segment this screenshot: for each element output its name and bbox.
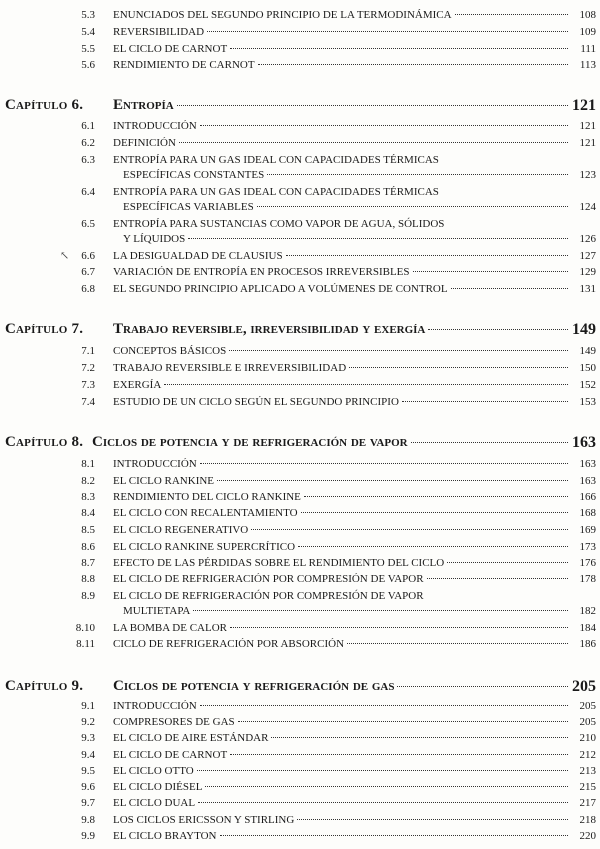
dot-leader [297,819,568,820]
entry-title: ENTROPÍA PARA UN GAS IDEAL CON CAPACIDADES TÉRMICAS [113,154,439,166]
dot-leader [207,31,568,32]
dot-leader [304,496,568,497]
chapter-page: 205 [572,678,596,695]
entry-title-continuation: ESPECÍFICAS VARIABLES [123,201,254,213]
entry-page: 218 [579,814,596,826]
entry-page: 215 [579,781,596,793]
entry-title: CICLO DE REFRIGERACIÓN POR ABSORCIÓN [113,638,345,650]
dot-leader [428,329,568,330]
entry-page: 108 [579,9,596,21]
dot-leader [164,384,568,385]
entry-title: EL CICLO REGENERATIVO [113,524,249,536]
entry-page: 217 [579,797,596,809]
dot-leader [251,529,568,530]
dot-leader [188,238,568,239]
dot-leader [455,14,568,15]
dot-leader [179,142,568,143]
chapter-page: 121 [572,97,596,114]
entry-number: 9.2 [81,716,95,728]
entry-number: 7.4 [81,396,95,408]
entry-title: EL CICLO BRAYTON [113,830,217,842]
entry-title: RENDIMIENTO DE CARNOT [113,59,255,71]
chapter-label: Capítulo 6. [5,97,84,113]
entry-title: ESTUDIO DE UN CICLO SEGÚN EL SEGUNDO PRINCIPIO [113,396,399,408]
dot-leader [200,705,568,706]
entry-number: 8.6 [81,541,95,553]
entry-number: 8.10 [75,622,95,634]
entry-title: COMPRESORES DE GAS [113,716,235,728]
chapter-title: Entropía [113,97,174,113]
entry-title: EL CICLO DE CARNOT [113,43,228,55]
entry-number: 9.5 [81,765,95,777]
dot-leader [427,578,568,579]
dot-leader [347,643,568,644]
chapter-label: Capítulo 8. [5,434,84,450]
dot-leader [200,125,568,126]
entry-page: 210 [579,732,596,744]
dot-leader [257,206,568,207]
entry-page: 168 [579,507,596,519]
entry-number: 9.1 [81,700,95,712]
dot-leader [205,786,568,787]
entry-number: 5.4 [81,26,95,38]
entry-page: 127 [579,250,596,262]
entry-page: 121 [579,120,596,132]
dot-leader [271,737,568,738]
dot-leader [230,627,568,628]
entry-number: 8.5 [81,524,95,536]
entry-number: 6.1 [81,120,95,132]
entry-title: EL CICLO CON RECALENTAMIENTO [113,507,298,519]
dot-leader [230,754,568,755]
entry-title-continuation: Y LÍQUIDOS [123,233,186,245]
entry-page: 152 [579,379,596,391]
entry-title: REVERSIBILIDAD [113,26,205,38]
entry-title: INTRODUCCIÓN [113,458,197,470]
chapter-title: Trabajo reversible, irreversibilidad y exergía [113,321,426,337]
entry-page: 205 [579,716,596,728]
entry-title: TRABAJO REVERSIBLE E IRREVERSIBILIDAD [113,362,347,374]
entry-page: 163 [579,458,596,470]
dot-leader [451,288,568,289]
entry-page: 212 [579,749,596,761]
entry-title-continuation: MULTIETAPA [123,605,191,617]
entry-page: 121 [579,137,596,149]
dot-leader [402,401,568,402]
entry-title: EFECTO DE LAS PÉRDIDAS SOBRE EL RENDIMIENTO DEL CICLO [113,557,445,569]
chapter-label: Capítulo 7. [5,321,84,337]
entry-page: 176 [579,557,596,569]
entry-title: LA BOMBA DE CALOR [113,622,227,634]
dot-leader [397,686,568,687]
entry-title: EL CICLO OTTO [113,765,194,777]
dot-leader [177,105,568,106]
chapter-title: Ciclos de potencia y de refrigeración de vapor [92,434,408,450]
dot-leader [238,721,568,722]
entry-number: 6.3 [81,154,95,166]
entry-title: LOS CICLOS ERICSSON Y STIRLING [113,814,295,826]
entry-title: ENTROPÍA PARA UN GAS IDEAL CON CAPACIDADES TÉRMICAS [113,186,439,198]
entry-title: ENTROPÍA PARA SUSTANCIAS COMO VAPOR DE AGUA, SÓLIDOS [113,218,445,230]
dot-leader [198,802,568,803]
entry-number: 6.6 [81,250,95,262]
chapter-page: 149 [572,321,596,338]
entry-number: 6.4 [81,186,95,198]
dot-leader [200,463,568,464]
entry-page: 205 [579,700,596,712]
entry-title: INTRODUCCIÓN [113,700,197,712]
entry-number: 9.8 [81,814,95,826]
dot-leader [411,442,568,443]
dot-leader [258,64,568,65]
dot-leader [193,610,568,611]
entry-title: EL CICLO RANKINE [113,475,215,487]
dot-leader [229,350,568,351]
entry-page: 166 [579,491,596,503]
entry-number: 8.8 [81,573,95,585]
dot-leader [197,770,568,771]
entry-number: 8.7 [81,557,95,569]
entry-title: EL CICLO DE AIRE ESTÁNDAR [113,732,269,744]
entry-title: EL CICLO DIÉSEL [113,781,203,793]
entry-number: 9.7 [81,797,95,809]
entry-page: 129 [579,266,596,278]
entry-number: 7.2 [81,362,95,374]
entry-number: 9.3 [81,732,95,744]
dot-leader [447,562,568,563]
entry-number: 6.8 [81,283,95,295]
dot-leader [413,271,568,272]
entry-title: ENUNCIADOS DEL SEGUNDO PRINCIPIO DE LA TERMODINÁMICA [113,9,452,21]
entry-page: 178 [579,573,596,585]
entry-title: EXERGÍA [113,379,162,391]
entry-page: 173 [579,541,596,553]
entry-title: VARIACIÓN DE ENTROPÍA EN PROCESOS IRREVERSIBLES [113,266,410,278]
entry-number: 9.4 [81,749,95,761]
entry-page: 150 [579,362,596,374]
entry-number: 5.5 [81,43,95,55]
entry-number: 5.3 [81,9,95,21]
entry-title-continuation: ESPECÍFICAS CONSTANTES [123,169,265,181]
dot-leader [349,367,568,368]
chapter-page: 163 [572,434,596,451]
entry-title: RENDIMIENTO DEL CICLO RANKINE [113,491,301,503]
chapter-label: Capítulo 9. [5,678,84,694]
entry-number: 8.2 [81,475,95,487]
dot-leader [298,546,568,547]
entry-number: 8.9 [81,590,95,602]
dot-leader [230,48,568,49]
pointer-mark-icon: ↖ [60,250,70,262]
dot-leader [220,835,569,836]
entry-number: 8.11 [76,638,95,650]
entry-page: 123 [579,169,596,181]
dot-leader [286,255,568,256]
entry-title: EL CICLO DE REFRIGERACIÓN POR COMPRESIÓN DE VAPOR [113,590,424,602]
entry-page: 111 [580,43,596,55]
entry-title: EL CICLO DE REFRIGERACIÓN POR COMPRESIÓN DE VAPOR [113,573,424,585]
entry-title: CONCEPTOS BÁSICOS [113,345,227,357]
entry-page: 126 [579,233,596,245]
entry-number: 6.5 [81,218,95,230]
entry-page: 131 [579,283,596,295]
entry-page: 213 [579,765,596,777]
entry-page: 113 [579,59,596,71]
entry-title: EL SEGUNDO PRINCIPIO APLICADO A VOLÚMENES DE CONTROL [113,283,448,295]
entry-page: 149 [579,345,596,357]
entry-number: 7.3 [81,379,95,391]
dot-leader [267,174,568,175]
entry-page: 186 [579,638,596,650]
entry-number: 9.6 [81,781,95,793]
entry-page: 109 [579,26,596,38]
dot-leader [217,480,568,481]
entry-number: 8.4 [81,507,95,519]
entry-title: EL CICLO RANKINE SUPERCRÍTICO [113,541,296,553]
entry-page: 184 [579,622,596,634]
entry-page: 163 [579,475,596,487]
entry-number: 6.7 [81,266,95,278]
entry-title: LA DESIGUALDAD DE CLAUSIUS [113,250,283,262]
entry-page: 182 [579,605,596,617]
entry-number: 8.3 [81,491,95,503]
entry-number: 9.9 [81,830,95,842]
entry-number: 7.1 [81,345,95,357]
entry-page: 124 [579,201,596,213]
entry-page: 220 [579,830,596,842]
entry-number: 8.1 [81,458,95,470]
entry-page: 153 [579,396,596,408]
entry-title: DEFINICIÓN [113,137,176,149]
dot-leader [301,512,568,513]
chapter-title: Ciclos de potencia y refrigeración de gas [113,678,395,694]
entry-title: EL CICLO DE CARNOT [113,749,228,761]
entry-number: 5.6 [81,59,95,71]
entry-number: 6.2 [81,137,95,149]
entry-title: INTRODUCCIÓN [113,120,197,132]
entry-title: EL CICLO DUAL [113,797,196,809]
entry-page: 169 [579,524,596,536]
